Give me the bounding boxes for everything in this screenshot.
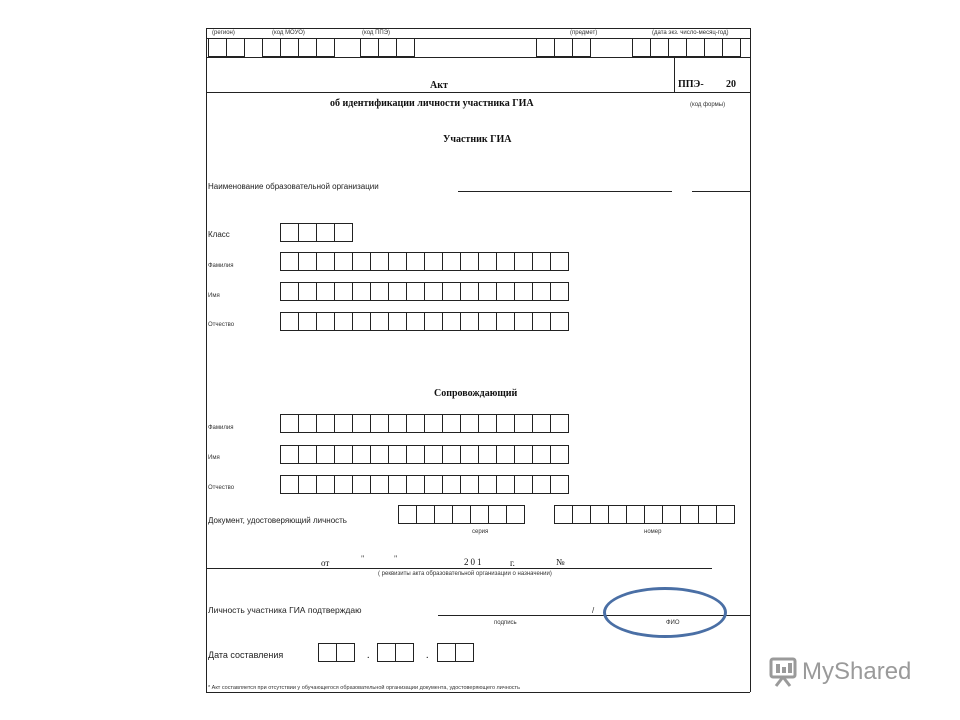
document-label: Документ, удостоверяющий личность <box>208 516 347 525</box>
fio-caption: ФИО <box>666 620 680 626</box>
cell[interactable] <box>298 282 317 301</box>
frame-left <box>206 28 207 692</box>
escort-heading: Сопровождающий <box>434 388 518 399</box>
cell[interactable] <box>280 445 299 464</box>
cell[interactable] <box>280 475 299 494</box>
region-label: (регион) <box>212 30 235 36</box>
cell[interactable] <box>336 643 355 662</box>
cell[interactable] <box>478 252 497 271</box>
cell[interactable] <box>378 38 397 57</box>
year-cells[interactable] <box>437 643 473 662</box>
ppe-code-label: (код ППЭ) <box>362 30 390 36</box>
cell[interactable] <box>442 252 461 271</box>
cell[interactable] <box>698 505 717 524</box>
cell[interactable] <box>532 252 551 271</box>
cell[interactable] <box>370 282 389 301</box>
cell[interactable] <box>424 252 443 271</box>
cell[interactable] <box>442 282 461 301</box>
cell[interactable] <box>352 252 371 271</box>
org-label: Наименование образовательной организации <box>208 182 379 191</box>
cell[interactable] <box>334 223 353 242</box>
cell[interactable] <box>334 475 353 494</box>
cell[interactable] <box>352 445 371 464</box>
cell[interactable] <box>514 282 533 301</box>
cell[interactable] <box>396 38 415 57</box>
cell[interactable] <box>398 505 417 524</box>
name-label: Имя <box>208 293 220 299</box>
cell[interactable] <box>334 445 353 464</box>
quote-close: " <box>394 554 398 563</box>
cell[interactable] <box>550 445 569 464</box>
subject-cells[interactable] <box>536 38 590 57</box>
cell[interactable] <box>460 312 479 331</box>
cell[interactable] <box>208 38 227 57</box>
cell[interactable] <box>370 252 389 271</box>
date-dot-1: . <box>367 650 370 661</box>
date-cells[interactable] <box>632 38 740 57</box>
cell[interactable] <box>550 475 569 494</box>
subject-label: (предмет) <box>570 30 598 36</box>
ppe-cells[interactable] <box>360 38 414 57</box>
cell[interactable] <box>478 414 497 433</box>
frame-right <box>750 28 751 692</box>
cell[interactable] <box>316 445 335 464</box>
cell[interactable] <box>416 505 435 524</box>
number-label: номер <box>644 529 662 535</box>
cell[interactable] <box>452 505 471 524</box>
cell[interactable] <box>280 252 299 271</box>
cell[interactable] <box>262 38 281 57</box>
name-cells[interactable] <box>280 282 568 301</box>
class-cells[interactable] <box>280 223 352 242</box>
cell[interactable] <box>226 38 245 57</box>
cell[interactable] <box>626 505 645 524</box>
cell[interactable] <box>460 445 479 464</box>
cell[interactable] <box>388 445 407 464</box>
cell[interactable] <box>437 643 456 662</box>
cell[interactable] <box>532 475 551 494</box>
escort-patronymic-label: Отчество <box>208 485 235 491</box>
org-code-line[interactable] <box>692 191 750 192</box>
cell[interactable] <box>460 282 479 301</box>
number-sign: № <box>556 557 565 567</box>
cell[interactable] <box>722 38 741 57</box>
cell[interactable] <box>280 38 299 57</box>
cell[interactable] <box>406 445 425 464</box>
cell[interactable] <box>370 312 389 331</box>
cell[interactable] <box>532 414 551 433</box>
cell[interactable] <box>388 252 407 271</box>
cell[interactable] <box>496 475 515 494</box>
cell[interactable] <box>406 475 425 494</box>
document-series-cells[interactable] <box>398 505 524 524</box>
cell[interactable] <box>514 475 533 494</box>
cell[interactable] <box>352 282 371 301</box>
cell[interactable] <box>370 445 389 464</box>
cell[interactable] <box>496 282 515 301</box>
signature-caption: подпись <box>494 620 517 626</box>
org-field-line[interactable] <box>458 191 672 192</box>
cell[interactable] <box>478 475 497 494</box>
surname-cells[interactable] <box>280 252 568 271</box>
cell[interactable] <box>370 414 389 433</box>
cell[interactable] <box>532 312 551 331</box>
cell[interactable] <box>455 643 474 662</box>
watermark <box>768 656 911 688</box>
title-top-rule <box>206 57 750 58</box>
cell[interactable] <box>388 414 407 433</box>
cell[interactable] <box>434 505 453 524</box>
cell[interactable] <box>668 38 687 57</box>
document-number-cells[interactable] <box>554 505 734 524</box>
cell[interactable] <box>478 445 497 464</box>
participant-heading: Участник ГИА <box>443 134 512 145</box>
region-cells[interactable] <box>208 38 244 57</box>
cell[interactable] <box>406 282 425 301</box>
issuance-caption: ( реквизиты акта образовательной организации о назначении) <box>378 571 552 577</box>
form-number: 20 <box>726 79 736 90</box>
cell[interactable] <box>316 38 335 57</box>
cell[interactable] <box>644 505 663 524</box>
cell[interactable] <box>650 38 669 57</box>
frame-top <box>206 28 750 29</box>
cell[interactable] <box>388 282 407 301</box>
cell[interactable] <box>496 252 515 271</box>
cell[interactable] <box>532 282 551 301</box>
cell[interactable] <box>424 475 443 494</box>
cell[interactable] <box>280 223 299 242</box>
cell[interactable] <box>514 445 533 464</box>
form-code-label: (код формы) <box>690 102 726 108</box>
cell[interactable] <box>280 282 299 301</box>
act-subtitle: об идентификации личности участника ГИА <box>330 98 534 109</box>
cell[interactable] <box>424 312 443 331</box>
cell[interactable] <box>478 282 497 301</box>
escort-surname-cells[interactable] <box>280 414 568 433</box>
cell[interactable] <box>550 282 569 301</box>
cell[interactable] <box>550 312 569 331</box>
cell[interactable] <box>514 312 533 331</box>
cell[interactable] <box>716 505 735 524</box>
cell[interactable] <box>554 38 573 57</box>
cell[interactable] <box>514 414 533 433</box>
cell[interactable] <box>572 38 591 57</box>
cell[interactable] <box>460 475 479 494</box>
issuance-line[interactable] <box>206 568 712 569</box>
cell[interactable] <box>352 414 371 433</box>
cell[interactable] <box>506 505 525 524</box>
cell[interactable] <box>572 505 591 524</box>
day-cells[interactable] <box>318 643 354 662</box>
cell[interactable] <box>316 252 335 271</box>
cell[interactable] <box>334 282 353 301</box>
cell[interactable] <box>352 475 371 494</box>
compile-label: Дата составления <box>208 650 284 660</box>
mouo-label: (код МОУО) <box>272 30 305 36</box>
cell[interactable] <box>514 252 533 271</box>
cell[interactable] <box>550 414 569 433</box>
slash-separator: / <box>592 606 595 615</box>
cell[interactable] <box>395 643 414 662</box>
cell[interactable] <box>496 312 515 331</box>
cell[interactable] <box>334 414 353 433</box>
month-cells[interactable] <box>377 643 413 662</box>
cell[interactable] <box>280 414 299 433</box>
cell[interactable] <box>316 475 335 494</box>
cell[interactable] <box>388 312 407 331</box>
cell[interactable] <box>316 223 335 242</box>
cell[interactable] <box>496 414 515 433</box>
cell[interactable] <box>442 475 461 494</box>
cell[interactable] <box>334 252 353 271</box>
cell[interactable] <box>406 252 425 271</box>
cell[interactable] <box>460 252 479 271</box>
cell[interactable] <box>334 312 353 331</box>
cell[interactable] <box>370 475 389 494</box>
cell[interactable] <box>280 312 299 331</box>
cell[interactable] <box>318 643 337 662</box>
cell[interactable] <box>488 505 507 524</box>
series-label: серия <box>472 529 489 535</box>
footnote: * Акт составляется при отсутствии у обучающегося образовательной организации документа, удостоверяющего личность <box>208 685 520 691</box>
cell[interactable] <box>704 38 723 57</box>
cell[interactable] <box>662 505 681 524</box>
cell[interactable] <box>298 445 317 464</box>
cell[interactable] <box>442 445 461 464</box>
act-title: Акт <box>430 80 448 91</box>
cell[interactable] <box>352 312 371 331</box>
escort-name-label: Имя <box>208 455 220 461</box>
watermark-text: MyShared <box>802 658 912 685</box>
cell[interactable] <box>632 38 651 57</box>
quote-open: " <box>361 554 365 563</box>
patronymic-label: Отчество <box>208 322 235 328</box>
patronymic-cells[interactable] <box>280 312 568 331</box>
cell[interactable] <box>442 312 461 331</box>
cell[interactable] <box>680 505 699 524</box>
ppe-form-prefix: ППЭ- <box>678 79 704 90</box>
cell[interactable] <box>406 312 425 331</box>
cell[interactable] <box>460 414 479 433</box>
cell[interactable] <box>536 38 555 57</box>
highlight-circle <box>603 587 727 638</box>
title-bottom-rule <box>206 92 750 93</box>
cell[interactable] <box>686 38 705 57</box>
cell[interactable] <box>424 414 443 433</box>
cell[interactable] <box>496 445 515 464</box>
cell[interactable] <box>316 414 335 433</box>
escort-patronymic-cells[interactable] <box>280 475 568 494</box>
frame-bottom <box>206 692 750 693</box>
cell[interactable] <box>298 252 317 271</box>
cell[interactable] <box>442 414 461 433</box>
escort-name-cells[interactable] <box>280 445 568 464</box>
cell[interactable] <box>470 505 489 524</box>
escort-surname-label: Фамилия <box>208 425 234 431</box>
cell[interactable] <box>377 643 396 662</box>
date-dot-2: . <box>426 650 429 661</box>
from-word: от <box>321 558 330 568</box>
presentation-icon <box>768 656 798 688</box>
cell[interactable] <box>316 282 335 301</box>
cell[interactable] <box>590 505 609 524</box>
cell[interactable] <box>424 282 443 301</box>
cell[interactable] <box>388 475 407 494</box>
mouo-cells[interactable] <box>262 38 334 57</box>
confirm-label: Личность участника ГИА подтверждаю <box>208 605 362 615</box>
cell[interactable] <box>532 445 551 464</box>
cell[interactable] <box>554 505 573 524</box>
cell[interactable] <box>298 312 317 331</box>
cell[interactable] <box>298 475 317 494</box>
year-prefix: 201 <box>464 557 484 567</box>
cell[interactable] <box>406 414 425 433</box>
title-divider <box>674 57 675 93</box>
year-suffix: г. <box>510 558 515 568</box>
date-label: (дата экз. число-месяц-год) <box>652 30 729 36</box>
cell[interactable] <box>550 252 569 271</box>
surname-label: Фамилия <box>208 263 234 269</box>
class-label: Класс <box>208 230 230 239</box>
cell[interactable] <box>424 445 443 464</box>
cell[interactable] <box>608 505 627 524</box>
cell[interactable] <box>316 312 335 331</box>
cell[interactable] <box>478 312 497 331</box>
cell[interactable] <box>298 223 317 242</box>
cell[interactable] <box>298 38 317 57</box>
cell[interactable] <box>298 414 317 433</box>
cell[interactable] <box>360 38 379 57</box>
